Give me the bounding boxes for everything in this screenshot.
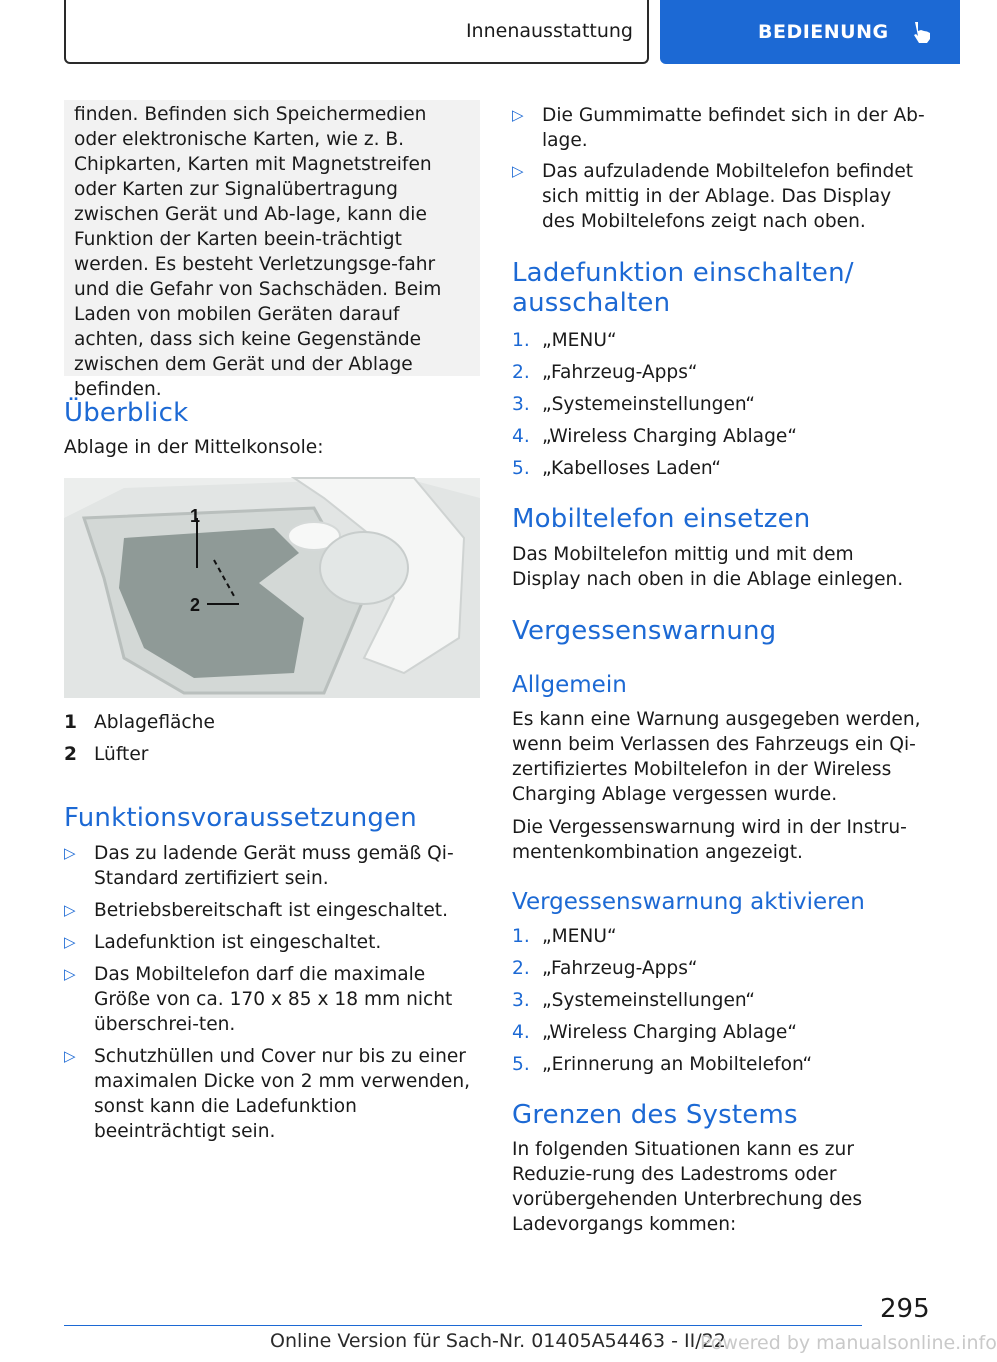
step-number: 1. [512,330,530,351]
charging-heading-line2: ausschalten [512,288,671,318]
legend-label: Ablagefläche [94,712,215,733]
forget-text2: Die Vergessenswarnung wird in der Instru-mentenkombination angezeigt. [512,817,907,863]
step-text: „Wireless Charging Ablage“ [542,1022,797,1043]
step-number: 4. [512,1022,530,1043]
section-tab [64,0,649,64]
console-tray-photo [64,478,480,698]
limits-heading: Grenzen des Systems [512,1100,798,1130]
step-text: „MENU“ [542,926,617,947]
chapter-tab [660,0,960,64]
section-title: Innenausstattung [465,20,633,42]
requirement-text: Betriebsbereitschaft ist eingeschaltet. [94,900,448,921]
console-tray-illustration [64,478,480,698]
legend-number: 2 [64,744,77,765]
overview-heading: Überblick [64,398,189,428]
warning-box [64,100,480,400]
insert-heading: Mobiltelefon einsetzen [512,504,811,534]
step-text: „Systemeinstellungen“ [542,990,755,1011]
triangle-bullet-icon: ▷ [512,162,524,180]
forget-text1: Es kann eine Warnung ausgegeben werden, wenn beim Verlassen des Fahrzeugs ein Qi-zertifiziertes Mobiltelefon in der Wireless Charging Ablage vergessen wurde. [512,709,921,805]
requirement-item [64,1044,480,1146]
legend-item [64,710,215,735]
step-number: 1. [512,926,530,947]
step-text: „Wireless Charging Ablage“ [542,426,797,447]
legend-label: Lüfter [94,744,149,765]
step-number: 2. [512,958,530,979]
triangle-bullet-icon: ▷ [64,901,76,919]
step-text: „Erinnerung an Mobiltelefon“ [542,1054,813,1075]
step-text: „Fahrzeug-Apps“ [542,362,698,383]
triangle-bullet-icon: ▷ [64,933,76,951]
step-number: 5. [512,1054,530,1075]
online-version-text: Online Version für Sach-Nr. 01405A54463 - II/22 [270,1330,726,1352]
charging-heading-line1: Ladefunktion einschalten/ [512,258,854,288]
requirement-text: Das aufzuladende Mobiltelefon befindet sich mittig in der Ablage. Das Display des Mobiltelefons zeigt nach oben. [542,161,914,232]
step-text: „Systemeinstellungen“ [542,394,755,415]
page-number: 295 [880,1294,930,1324]
step-number: 5. [512,458,530,479]
requirement-item [64,962,480,1038]
requirement-item [64,898,480,924]
watermark-text: Powered by manualsonline.info [700,1332,997,1354]
requirement-item [512,103,928,155]
limits-text: In folgenden Situationen kann es zur Reduzie-rung des Ladestroms oder vorübergehenden Unterbrechung des Ladevorgangs kommen: [512,1139,863,1235]
requirements-heading: Funktionsvoraussetzungen [64,803,417,833]
legend-item [64,742,148,767]
requirement-text: Ladefunktion ist eingeschaltet. [94,932,382,953]
footer-divider [64,1325,862,1326]
step-text: „Fahrzeug-Apps“ [542,958,698,979]
step-number: 3. [512,394,530,415]
step-number: 3. [512,990,530,1011]
step-text: „Kabelloses Laden“ [542,458,721,479]
insert-text: Das Mobiltelefon mittig und mit dem Display nach oben in die Ablage einlegen. [512,544,904,590]
forget-heading: Vergessenswarnung [512,616,777,646]
triangle-bullet-icon: ▷ [64,965,76,983]
chapter-title: BEDIENUNG [758,21,889,43]
triangle-bullet-icon: ▷ [512,106,524,124]
overview-intro: Ablage in der Mittelkonsole: [64,437,324,458]
requirement-text: Das zu ladende Gerät muss gemäß Qi-Standard zertifiziert sein. [94,843,454,889]
step-number: 4. [512,426,530,447]
callout-1: 1 [190,506,201,526]
step-number: 2. [512,362,530,383]
warning-text: finden. Befinden sich Speichermedien oder elektronische Karten, wie z. B. Chipkarten, Karten mit Magnetstreifen oder Karten zur Signalübertragung zwischen Gerät und Ab-lage, kann die Funktion der Karten beein-trächtigt werden. Es besteht Verletzungsge-fahr und die Gefahr von Sachschäden. Beim Laden von mobilen Geräten darauf achten, dass sich keine Gegenstände zwischen dem Gerät und der Ablage befinden. [74,104,442,400]
requirement-item [64,841,480,893]
pointing-hand-icon [909,19,935,45]
forget-subheading: Allgemein [512,672,627,698]
requirement-item [512,159,928,237]
triangle-bullet-icon: ▷ [64,1047,76,1065]
requirement-text: Schutzhüllen und Cover nur bis zu einer maximalen Dicke von 2 mm verwenden, sonst kann die Ladefunktion beeinträchtigt sein. [94,1046,471,1142]
step-text: „MENU“ [542,330,617,351]
legend-number: 1 [64,712,77,733]
requirement-item [64,930,480,956]
requirement-text: Die Gummimatte befindet sich in der Ab-lage. [542,105,925,151]
triangle-bullet-icon: ▷ [64,844,76,862]
requirement-text: Das Mobiltelefon darf die maximale Größe von ca. 170 x 85 x 18 mm nicht überschrei-ten. [94,964,453,1035]
activate-heading: Vergessenswarnung aktivieren [512,889,865,915]
callout-2: 2 [190,595,201,615]
